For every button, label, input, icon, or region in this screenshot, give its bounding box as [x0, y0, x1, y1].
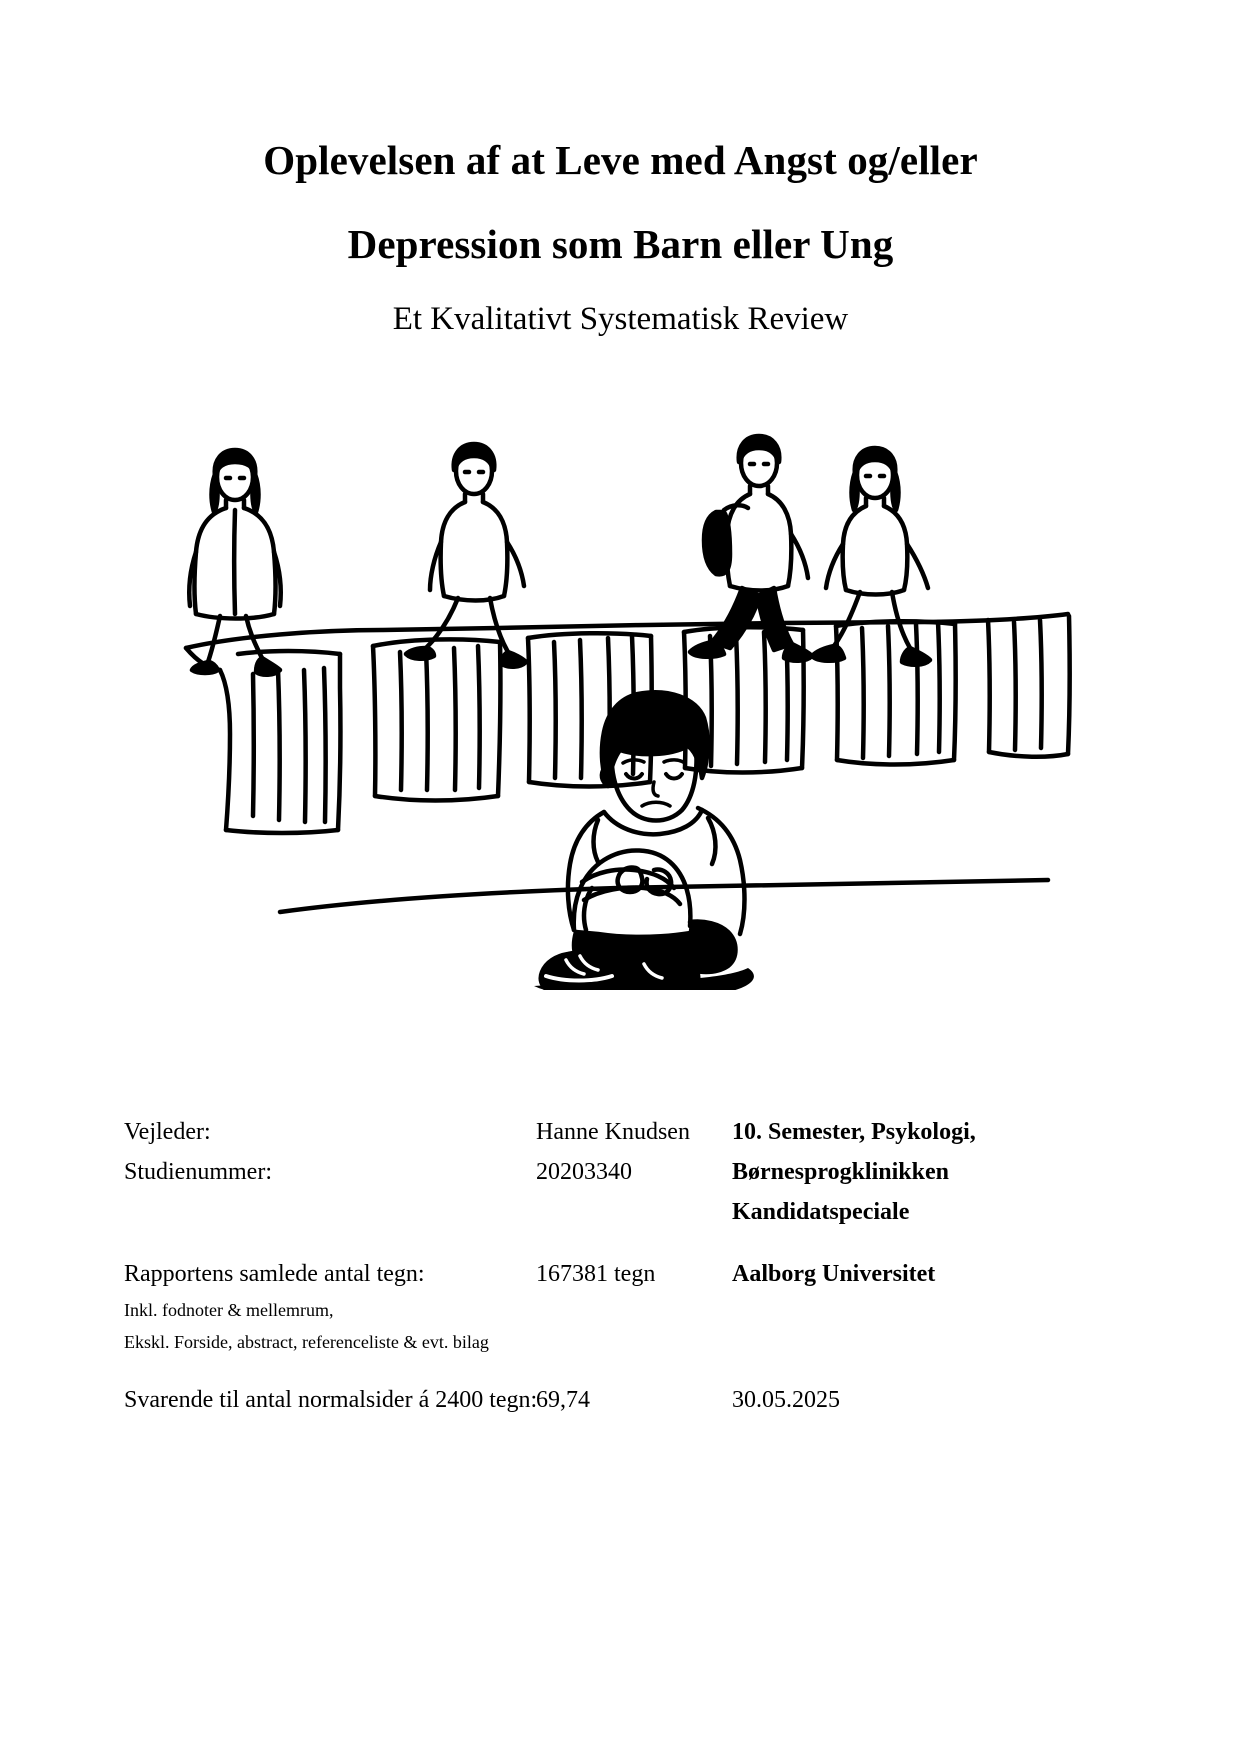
cover-metadata [124, 1112, 1114, 1422]
page-subtitle: Et Kvalitativt Systematisk Review [392, 301, 849, 337]
cover-illustration [168, 430, 1073, 990]
meta-row [124, 1380, 1114, 1422]
meta-spacer [124, 1232, 1114, 1254]
meta-affiliation: Aalborg Universitet [732, 1261, 936, 1287]
meta-date: 30.05.2025 [732, 1387, 840, 1413]
title-line-2: Depression som Barn eller Ung [347, 221, 894, 267]
meta-value: Hanne Knudsen [536, 1119, 690, 1145]
meta-affiliation: Børnesprogklinikken [732, 1159, 949, 1185]
meta-label: Rapportens samlede antal tegn: [124, 1261, 425, 1287]
meta-label: Svarende til antal normalsider á 2400 tegn: [124, 1387, 538, 1413]
page-title [0, 118, 1241, 286]
meta-row [124, 1254, 1114, 1294]
meta-note: Inkl. fodnoter & mellemrum, [124, 1300, 334, 1320]
title-line-1: Oplevelsen af at Leve med Angst og/eller [263, 137, 978, 183]
meta-value: 20203340 [536, 1159, 632, 1185]
meta-row [124, 1192, 1114, 1232]
meta-spacer [124, 1358, 1114, 1380]
meta-affiliation: 10. Semester, Psykologi, [732, 1119, 976, 1145]
meta-row [124, 1152, 1114, 1192]
meta-label: Studienummer: [124, 1159, 272, 1185]
meta-row [124, 1112, 1114, 1152]
meta-label: Vejleder: [124, 1119, 211, 1145]
meta-value: 167381 tegn [536, 1261, 656, 1287]
meta-value: 69,74 [536, 1387, 590, 1413]
meta-note: Ekskl. Forside, abstract, referenceliste & evt. bilag [124, 1332, 489, 1352]
meta-affiliation: Kandidatspeciale [732, 1199, 910, 1225]
